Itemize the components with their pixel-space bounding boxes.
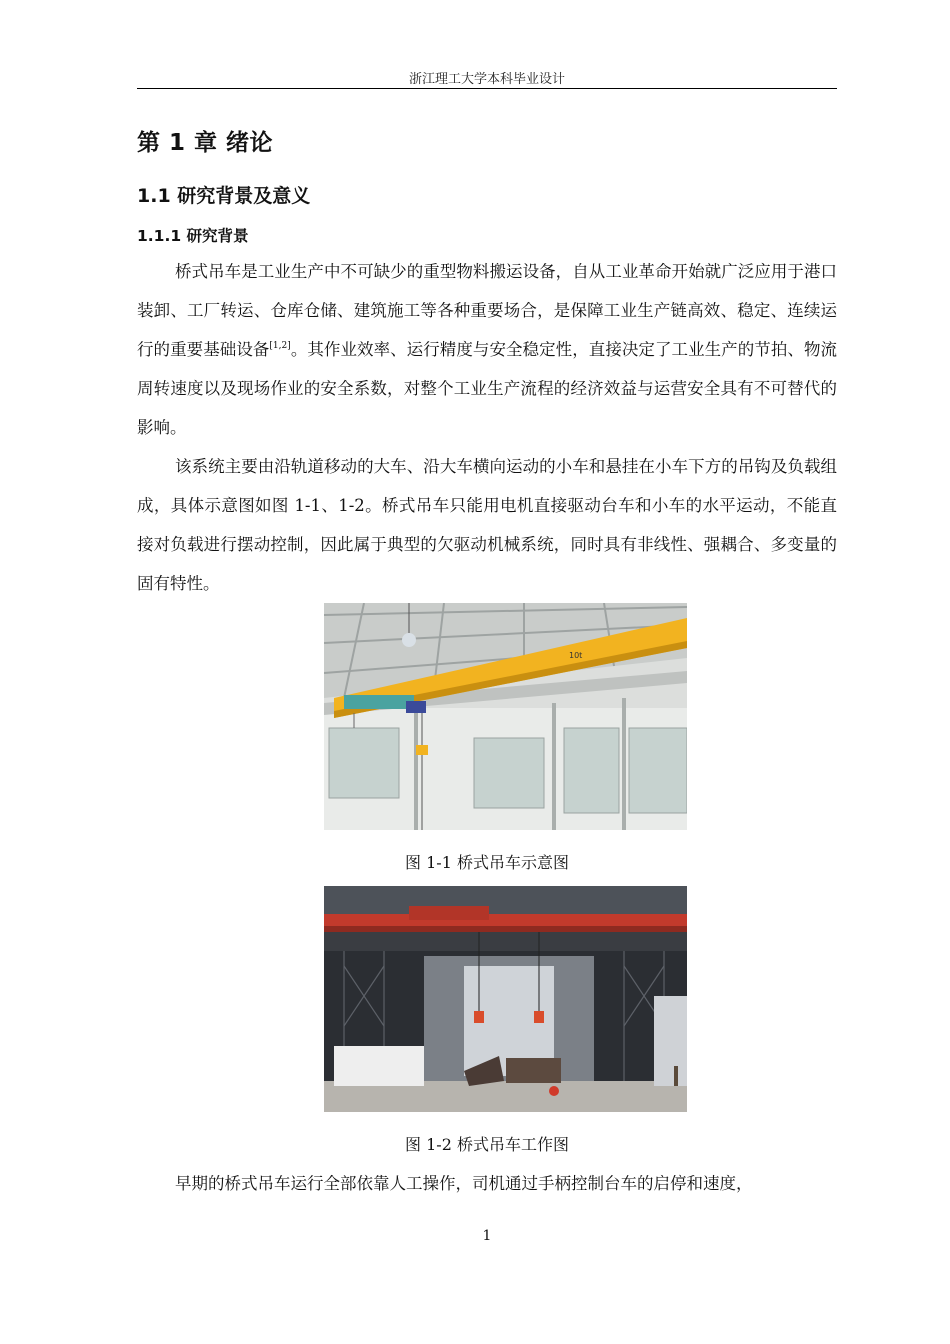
paragraph-text: 桥式吊车是工业生产中不可缺少的重型物料搬运设备，自从工业革命开始就广泛应用于港口装卸、工厂转运、仓库仓储、建筑施工等各种重要场合，是保障工业生产链高效、稳定、连续运行的重要基础设备	[137, 262, 837, 359]
paragraph-text: 。其作业效率、运行精度与安全稳定性，直接决定了工业生产的节拍、物流周转速度以及现场作业的安全系数，对整个工业生产流程的经济效益与运营安全具有不可替代的影响。	[137, 340, 838, 437]
section-title: 1.1 研究背景及意义	[137, 185, 311, 207]
page-number: 1	[482, 1228, 492, 1244]
paragraph-background	[137, 252, 837, 447]
subsection-title: 1.1.1 研究背景	[137, 227, 249, 245]
figure-1-1-caption: 图 1-1 桥式吊车示意图	[405, 853, 569, 872]
page-header: 浙江理工大学本科毕业设计	[408, 72, 565, 87]
paragraph-system: 该系统主要由沿轨道移动的大车、沿大车横向运动的小车和悬挂在小车下方的吊钩及负载组成，具体示意图如图 1-1、1-2。桥式吊车只能用电机直接驱动台车和小车的水平运动，不能直接对负载进行摆动控制，因此属于典型的欠驱动机械系统，同时具有非线性、强耦合、多变量的固有特性。	[137, 457, 837, 593]
citation[interactable]: [1,2]	[269, 341, 291, 351]
figure-1-1-image	[324, 603, 687, 830]
crane-capacity-label: 10t	[569, 651, 583, 660]
figure-1-2-caption: 图 1-2 桥式吊车工作图	[405, 1135, 569, 1154]
paragraph-early-operation: 早期的桥式吊车运行全部依靠人工操作，司机通过手柄控制台车的启停和速度，	[175, 1174, 753, 1193]
chapter-title: 第 1 章 绪论	[137, 130, 274, 156]
figure-1-2-image	[324, 886, 687, 1112]
header-rule	[137, 88, 837, 89]
